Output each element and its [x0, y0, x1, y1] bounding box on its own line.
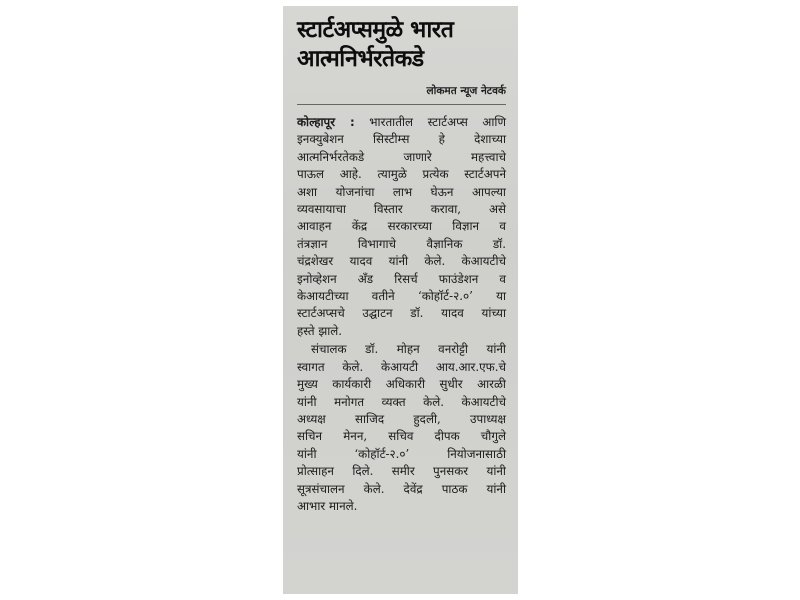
dateline: कोल्हापूर : — [297, 115, 355, 129]
article-line: हस्ते झाले. — [297, 323, 343, 338]
article-line: आत्मनिर्भरतेकडे जाणारे महत्त्वाचे — [297, 149, 506, 164]
article-line: इनोव्हेशन अँड रिसर्च फाउंडेशन व — [297, 271, 506, 286]
article-line: चंद्रशेखर यादव यांनी केले. केआयटीचे — [297, 254, 506, 269]
article-line: अध्यक्ष साजिद हुदली, उपाध्यक्ष — [297, 411, 506, 426]
article-line: स्टार्टअप्सचे उद्घाटन डॉ. यादव यांच्या — [297, 306, 506, 321]
article-line: इनक्युबेशन सिस्टीम्स हे देशाच्या — [297, 132, 506, 147]
article-paragraph-2 — [297, 341, 506, 515]
article-line: आभार मानले. — [297, 498, 358, 513]
article-line: स्वागत केले. केआयटी आय.आर.एफ.चे — [297, 359, 506, 374]
article-line: व्यवसायाचा विस्तार करावा, असे — [297, 202, 506, 217]
article-line: प्रोत्साहन दिले. समीर पुनसकर यांनी — [297, 464, 506, 479]
article-line: आवाहन केंद्र सरकारच्या विज्ञान व — [297, 219, 506, 234]
article-line: केआयटीच्या वतीने ‘कोहॉर्ट-२.०’ या — [297, 289, 506, 304]
byline: लोकमत न्यूज नेटवर्क — [426, 85, 506, 97]
article-line: पाऊल आहे. त्यामुळे प्रत्येक स्टार्टअपने — [297, 167, 506, 182]
article-line: संचालक डॉ. मोहन वनरोट्टी यांनी — [311, 342, 506, 357]
article-line: सूत्रसंचालन केले. देवेंद्र पाठक यांनी — [297, 481, 506, 496]
headline-line-2: आत्मनिर्भरतेकडे — [297, 46, 424, 72]
article-line: यांनी ‘कोहॉर्ट-२.०’ नियोजनासाठी — [297, 446, 506, 461]
article-line: मुख्य कार्यकारी अधिकारी सुधीर आरळी — [297, 377, 506, 392]
article-line: अशा योजनांचा लाभ घेऊन आपल्या — [297, 184, 506, 199]
article-line-text: भारतातील स्टार्टअप्स आणि — [369, 115, 506, 129]
article-line: सचिन मेनन, सचिव दीपक चौगुले — [297, 429, 506, 444]
newspaper-clipping — [283, 6, 518, 594]
article-line: तंत्रज्ञान विभागाचे वैज्ञानिक डॉ. — [297, 236, 506, 251]
article-paragraph-1 — [297, 114, 506, 340]
divider — [297, 104, 506, 105]
article-line — [297, 114, 506, 131]
headline-line-1: स्टार्टअप्समुळे भारत — [297, 17, 454, 43]
article-line: यांनी मनोगत व्यक्त केले. केआयटीचे — [297, 394, 506, 409]
headline — [297, 16, 506, 74]
